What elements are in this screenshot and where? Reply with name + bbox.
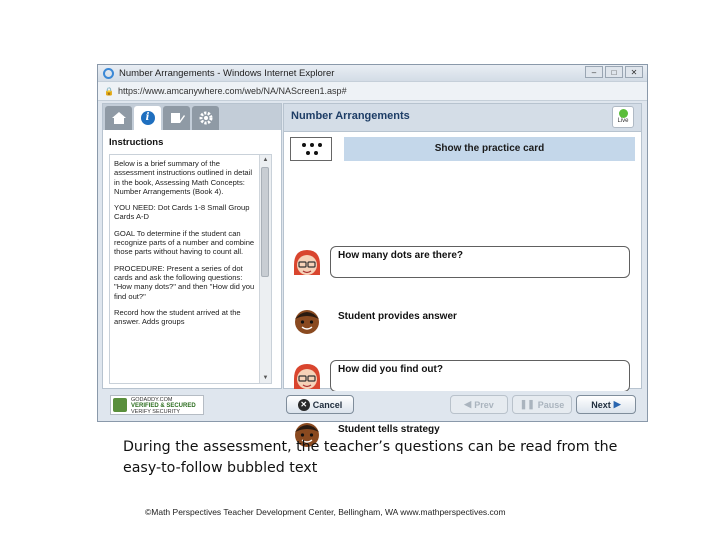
instructions-text (114, 159, 256, 333)
dialogue-row-student (290, 304, 635, 338)
instructions-scrollbar[interactable] (259, 155, 271, 383)
next-label: Next (591, 399, 611, 410)
tab-info[interactable] (134, 106, 161, 130)
badge-line-3: VERIFY SECURITY (131, 409, 181, 415)
pause-label: Pause (537, 399, 565, 410)
bottom-toolbar (102, 391, 643, 418)
student-avatar-icon (290, 305, 324, 339)
dot (302, 143, 306, 147)
chevron-right-icon: ▶ (613, 399, 621, 409)
chevron-left-icon: ◀ (464, 399, 472, 409)
ie-logo-icon (103, 68, 114, 79)
teacher-question-bubble: How many dots are there? (330, 246, 630, 278)
tab-home[interactable] (105, 106, 132, 130)
scroll-up-icon[interactable]: ▲ (262, 157, 269, 163)
instructions-paragraph: GOAL To determine if the student can recognize parts of a number and combine those parts without having to count all. (114, 228, 255, 257)
live-indicator[interactable] (612, 106, 634, 128)
student-response-text: Student provides answer (338, 311, 457, 322)
assessment-header (284, 104, 641, 132)
dot (314, 151, 318, 155)
maximize-button[interactable]: □ (605, 66, 623, 78)
teacher-question-bubble: How did you find out? (330, 360, 630, 392)
instructions-paragraph: Below is a brief summary of the assessment instructions outlined in detail in the book, Assessing Math Concepts: Number Arrangements (Book 4). (114, 159, 253, 196)
title-bar (98, 65, 647, 81)
badge-line-2: VERIFIED & SECURED (131, 403, 196, 409)
live-status-icon (619, 109, 628, 118)
pause-button[interactable] (512, 395, 572, 414)
cancel-label: Cancel (312, 399, 343, 410)
next-button[interactable] (576, 395, 636, 414)
tab-settings[interactable] (192, 106, 219, 130)
url-text[interactable]: https://www.amcanywhere.com/web/NA/NAScreen1.asp# (117, 86, 347, 96)
home-icon (111, 111, 127, 125)
instructions-paragraph: Record how the student arrived at the answer. Adds groups (114, 307, 241, 327)
cancel-button[interactable] (286, 395, 354, 414)
student-response-text: Student tells strategy (338, 424, 440, 435)
prev-label: Prev (474, 399, 494, 410)
scroll-thumb[interactable] (261, 167, 269, 277)
instructions-paragraph: PROCEDURE: Present a series of dot cards and ask the following questions: "How many dots?" and then "How did you find out?" (114, 263, 255, 301)
gear-icon (198, 110, 214, 126)
pause-icon: ❚❚ (519, 399, 535, 409)
badge-line-1: GODADDY.COM (131, 397, 173, 403)
dot (318, 143, 322, 147)
scroll-down-icon[interactable]: ▼ (262, 375, 269, 381)
tab-notes[interactable] (163, 106, 190, 130)
instructions-pane (102, 103, 282, 389)
verified-secured-badge[interactable] (110, 395, 204, 415)
address-bar[interactable] (98, 81, 647, 101)
slide-caption: During the assessment, the teacher’s questions can be read from the easy-to-follow bubbled text (123, 439, 618, 476)
dialogue-row-teacher (290, 360, 635, 394)
edit-note-icon (169, 111, 185, 125)
dot (310, 143, 314, 147)
info-icon: i (141, 111, 155, 125)
window-controls (585, 66, 643, 78)
close-icon: ✕ (298, 399, 310, 411)
dot-card-thumbnail (290, 137, 332, 161)
instructions-scroll-area[interactable] (109, 154, 272, 384)
slide-footer: ©Math Perspectives Teacher Development Center, Bellingham, WA www.mathperspectives.com (145, 507, 506, 517)
instructions-heading: Instructions (109, 137, 164, 148)
instructions-paragraph: YOU NEED: Dot Cards 1-8 Small Group Cards A-D (114, 203, 250, 222)
browser-window (97, 64, 648, 435)
live-label: Live (617, 118, 629, 124)
shield-check-icon (113, 398, 127, 412)
lock-icon: 🔒 (104, 86, 114, 96)
page-title: Number Arrangements (291, 110, 410, 122)
prev-button[interactable] (450, 395, 508, 414)
close-button[interactable]: ✕ (625, 66, 643, 78)
sidebar-tabs (103, 104, 281, 130)
show-practice-card-button[interactable]: Show the practice card (344, 137, 635, 161)
minimize-button[interactable]: – (585, 66, 603, 78)
teacher-avatar-icon (290, 247, 324, 281)
window-title: Number Arrangements - Windows Internet Explorer (119, 67, 335, 79)
teacher-avatar-icon (290, 361, 324, 395)
dialogue-row-teacher (290, 246, 635, 280)
dot (306, 151, 310, 155)
badge-text (131, 397, 196, 415)
